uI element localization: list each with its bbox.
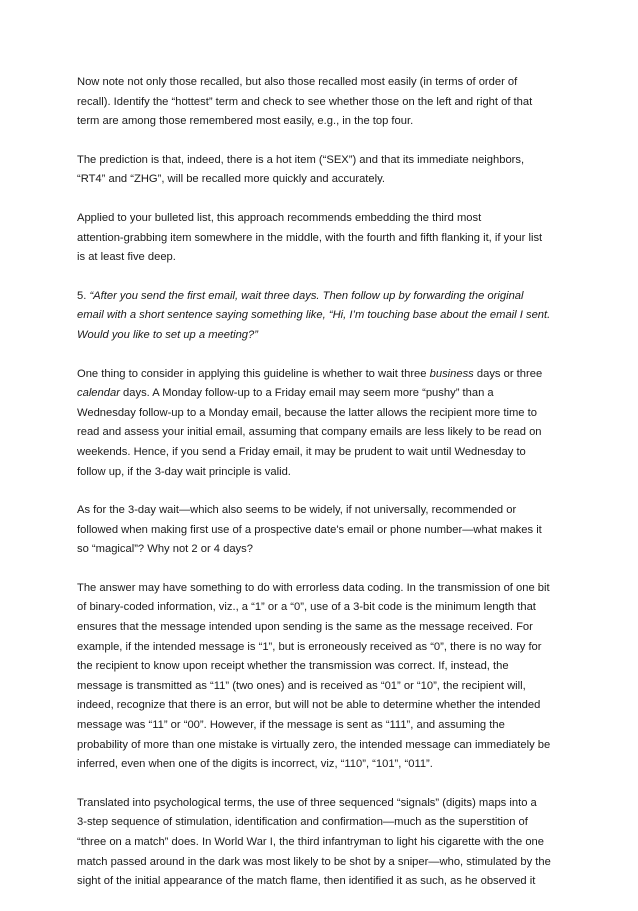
text-line: match passed around in the dark was most likely to be shot by a sniper—who, stimulated by the	[77, 855, 551, 868]
text-line	[77, 384, 561, 404]
text-run: days. A Monday follow-up to a Friday email may seem more “pushy” than a	[119, 387, 494, 400]
emphasis-business: business	[429, 367, 474, 380]
text-line: of binary-coded information, viz., a “1” or a “0”, use of a 3-bit code is the minimum length that	[77, 601, 536, 614]
text-line: 3-step sequence of stimulation, identification and confirmation—much as the superstition of	[77, 816, 528, 829]
text-line: followed when making first use of a prospective date's email or phone number—what makes it	[77, 523, 542, 536]
paragraph-psychological-terms	[77, 794, 561, 892]
text-line	[77, 365, 561, 385]
paragraph-order-of-recall	[77, 73, 561, 132]
text-line: Applied to your bulleted list, this approach recommends embedding the third most	[77, 211, 482, 224]
text-line: probability of more than one mistake is virtually zero, the intended message can immediately be	[77, 738, 551, 751]
paragraph-bulleted-list	[77, 209, 561, 268]
text-line: message is transmitted as “11” (two ones) and is received as “01” or “10”, the recipient will,	[77, 679, 526, 692]
text-line: recall). Identify the “hottest” term and check to see whether those on the left and right of that	[77, 95, 533, 108]
text-line: The prediction is that, indeed, there is a hot item (“SEX”) and that its immediate neighbors,	[77, 153, 525, 166]
paragraph-errorless-coding	[77, 579, 561, 775]
guideline-quote: “After you send the first email, wait three days. Then follow up by forwarding the original	[89, 289, 524, 302]
text-line: term are among those remembered most easily, e.g., in the top four.	[77, 115, 414, 128]
text-line: ensures that the message intended upon sending is the same as the message received. For	[77, 621, 533, 634]
list-number: 5.	[77, 289, 90, 302]
emphasis-calendar: calendar	[77, 387, 120, 400]
text-line: Now note not only those recalled, but also those recalled most easily (in terms of order of	[77, 76, 518, 88]
text-line	[77, 287, 561, 307]
text-line: Wednesday follow-up to a Monday email, because the latter allows the recipient more time to	[77, 406, 537, 419]
text-line: is at least five deep.	[77, 251, 176, 264]
text-line: so “magical”? Why not 2 or 4 days?	[77, 543, 253, 556]
text-line: the recipient to know upon receipt whether the transmission was correct. If, instead, the	[77, 660, 509, 673]
paragraph-guideline-5	[77, 287, 561, 346]
text-line: “three on a match” does. In World War I, the third infantryman to light his cigarette with the one	[77, 836, 544, 848]
text-line: Translated into psychological terms, the use of three sequenced “signals” (digits) maps into a	[77, 796, 537, 809]
text-line: The answer may have something to do with errorless data coding. In the transmission of one bit	[77, 581, 550, 594]
text-line: read and assess your initial email, assuming that company emails are less likely to be read on	[77, 426, 542, 439]
text-line: message was “11” or “00”. However, if the message is sent as “111”, and assuming the	[77, 719, 505, 732]
text-line: follow up, if the 3-day wait principle is valid.	[77, 465, 291, 478]
paragraph-prediction	[77, 151, 561, 190]
text-line: attention-grabbing item somewhere in the middle, with the fourth and fifth flanking it, if your list	[77, 231, 543, 244]
guideline-quote-line: email with a short sentence saying something like, “Hi, I’m touching base about the email I sent.	[77, 309, 551, 322]
text-run: days or three	[473, 367, 543, 380]
text-run: One thing to consider in applying this guideline is whether to wait three	[77, 367, 430, 380]
text-line: indeed, recognize that there is an error, but will not be able to determine whether the intended	[77, 699, 541, 712]
text-line: As for the 3-day wait—which also seems to be widely, if not universally, recommended or	[77, 504, 517, 517]
paragraph-three-day-wait	[77, 501, 561, 560]
guideline-quote-line: Would you like to set up a meeting?”	[77, 328, 258, 341]
text-line: “RT4” and “ZHG”, will be recalled more quickly and accurately.	[77, 173, 385, 186]
text-line: example, if the intended message is “1”, but is erroneously received as “0”, there is no way for	[77, 640, 542, 653]
text-line: weekends. Hence, if you send a Friday email, it may be prudent to wait until Wednesday to	[77, 445, 526, 458]
text-line: sight of the initial appearance of the match flame, then identified it as such, as he observed it	[77, 875, 536, 888]
text-line: inferred, even when one of the digits is incorrect, viz, “110”, “101”, “011”.	[77, 758, 433, 771]
document-body	[77, 73, 561, 911]
paragraph-business-vs-calendar	[77, 365, 561, 483]
